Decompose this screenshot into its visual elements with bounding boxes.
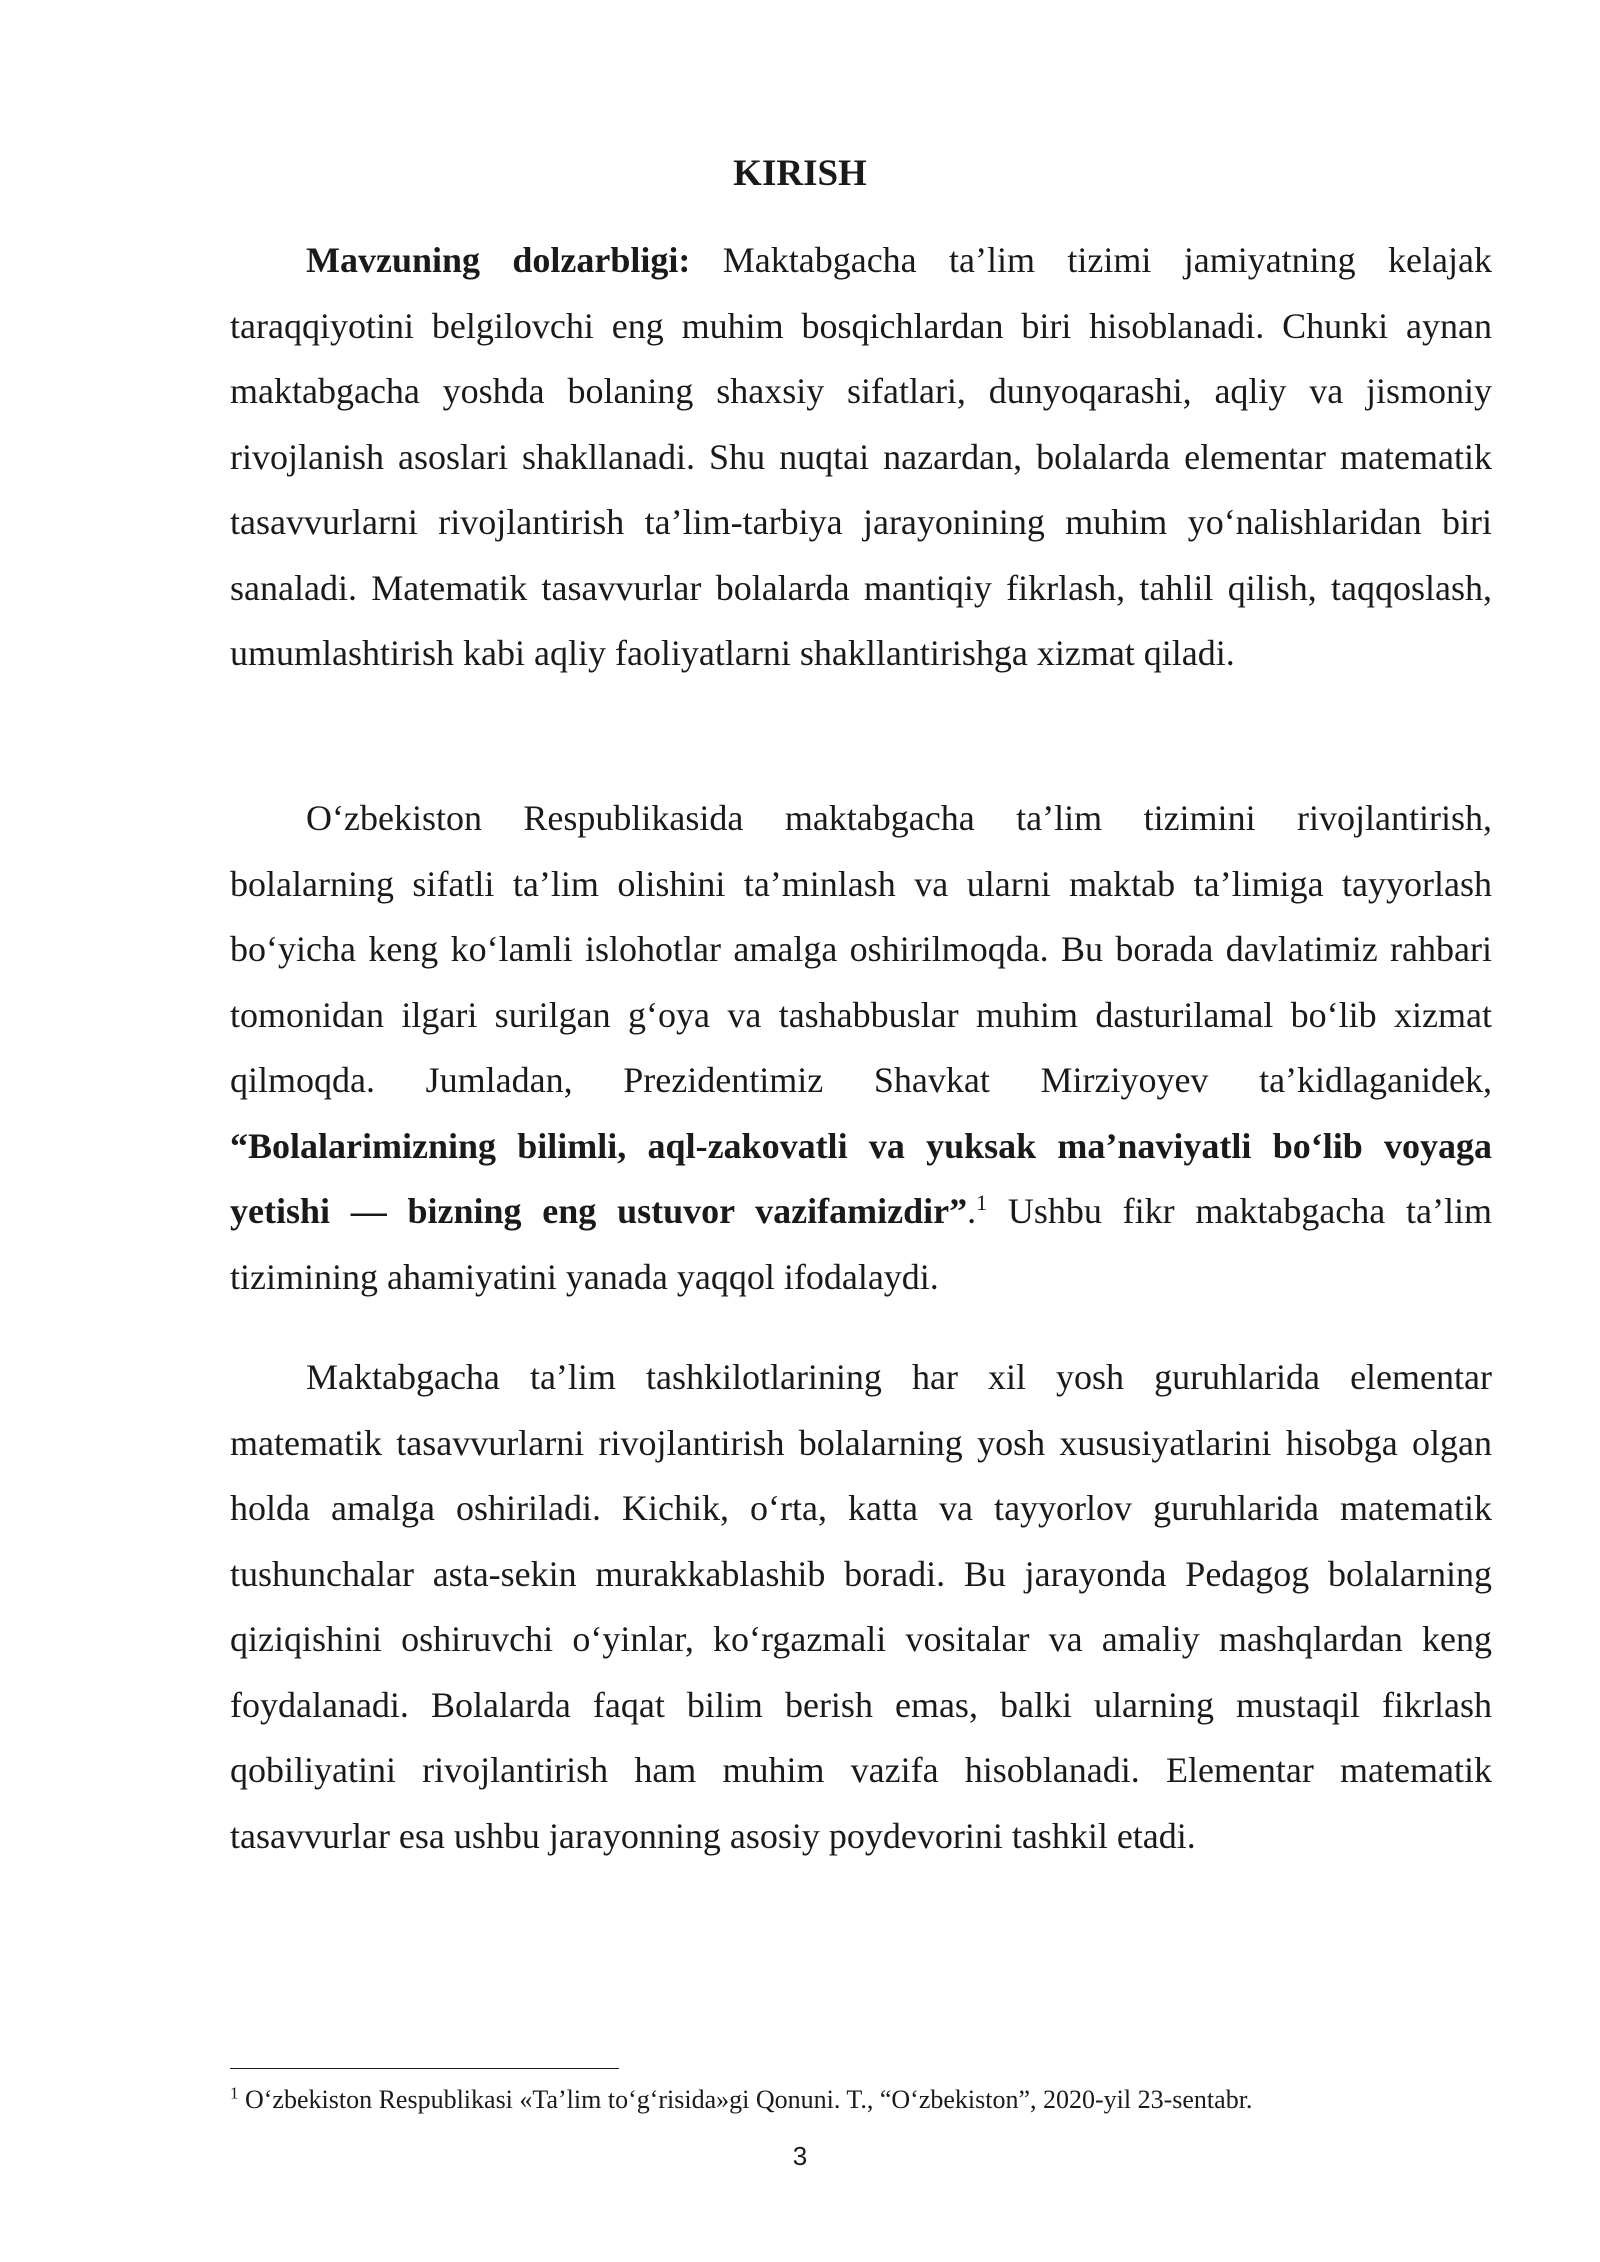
footnote-mark: 1: [230, 2083, 239, 2103]
paragraph-relevance: [230, 228, 1492, 687]
footnote-text: O‘zbekiston Respublikasi «Ta’lim to‘g‘risida»gi Qonuni. T., “O‘zbekiston”, 2020-yil 23-sentabr.: [238, 2085, 1253, 2114]
footnote: [230, 2082, 1492, 2118]
paragraph-age-groups: [230, 1345, 1492, 1869]
page-title: KIRISH: [733, 153, 867, 194]
footnote-separator: [230, 2068, 619, 2069]
paragraph-text: O‘zbekiston Respublikasida maktabgacha ta’lim tizimini rivojlantirish, bolalarning sifatli ta’lim olishini ta’minlash va ularni maktab ta’limiga tayyorlash bo‘yicha keng ko‘lamli islohotlar amalga oshirilmoqda. Bu borada davlatimiz rahbari tomonidan ilgari surilgan g‘oya va tashabbuslar muhim dasturilamal bo‘lib xizmat qilmoqda. Jumladan, Prezidentimiz Shavkat Mirziyoyev ta’kidlaganidek,: [230, 798, 1492, 1100]
page-number: 3: [792, 2141, 808, 2171]
president-quote: “Bolalarimizning bilimli, aql-zakovatli va yuksak ma’naviyatli bo‘lib voyaga yetishi — bizning eng ustuvor vazifamizdir”: [230, 1125, 1492, 1231]
paragraph-lead-heading: Mavzuning dolzarbligi:: [306, 240, 691, 280]
paragraph-text: Maktabgacha ta’lim tizimi jamiyatning kelajak taraqqiyotini belgilovchi eng muhim bosqichlardan biri hisoblanadi. Chunki aynan maktabgacha yoshda bolaning shaxsiy sifatlari, dunyoqarashi, aqliy va jismoniy rivojlanish asoslari shakllanadi. Shu nuqtai nazardan, bolalarda elementar matematik tasavvurlarni rivojlantirish ta’lim-tarbiya jarayonining muhim yo‘nalishlaridan biri sanaladi. Matematik tasavvurlar bolalarda mantiqiy fikrlash, tahlil qilish, taqqoslash, umumlashtirish kabi aqliy faoliyatlarni shakllantirishga xizmat qiladi.: [230, 240, 1492, 673]
paragraph-text: Maktabgacha ta’lim tashkilotlarining har xil yosh guruhlarida elementar matematik tasavvurlarni rivojlantirish bolalarning yosh xususiyatlarini hisobga olgan holda amalga oshiriladi. Kichik, o‘rta, katta va tayyorlov guruhlarida matematik tushunchalar asta-sekin murakkablashib boradi. Bu jarayonda Pedagog bolalarning qiziqishini oshiruvchi o‘yinlar, ko‘rgazmali vositalar va amaliy mashqlardan keng foydalanadi. Bolalarda faqat bilim berish emas, balki ularning mustaqil fikrlash qobiliyatini rivojlantirish ham muhim vazifa hisoblanadi. Elementar matematik tasavvurlar esa ushbu jarayonning asosiy poydevorini tashkil etadi.: [230, 1357, 1492, 1856]
paragraph-text-continued: Ushbu fikr maktabgacha ta’lim tizimining ahamiyatini yanada yaqqol ifodalaydi.: [230, 1191, 1492, 1297]
paragraph-reforms: [230, 786, 1492, 1310]
footnote-reference[interactable]: 1: [976, 1190, 988, 1215]
quote-period: .: [967, 1191, 977, 1231]
